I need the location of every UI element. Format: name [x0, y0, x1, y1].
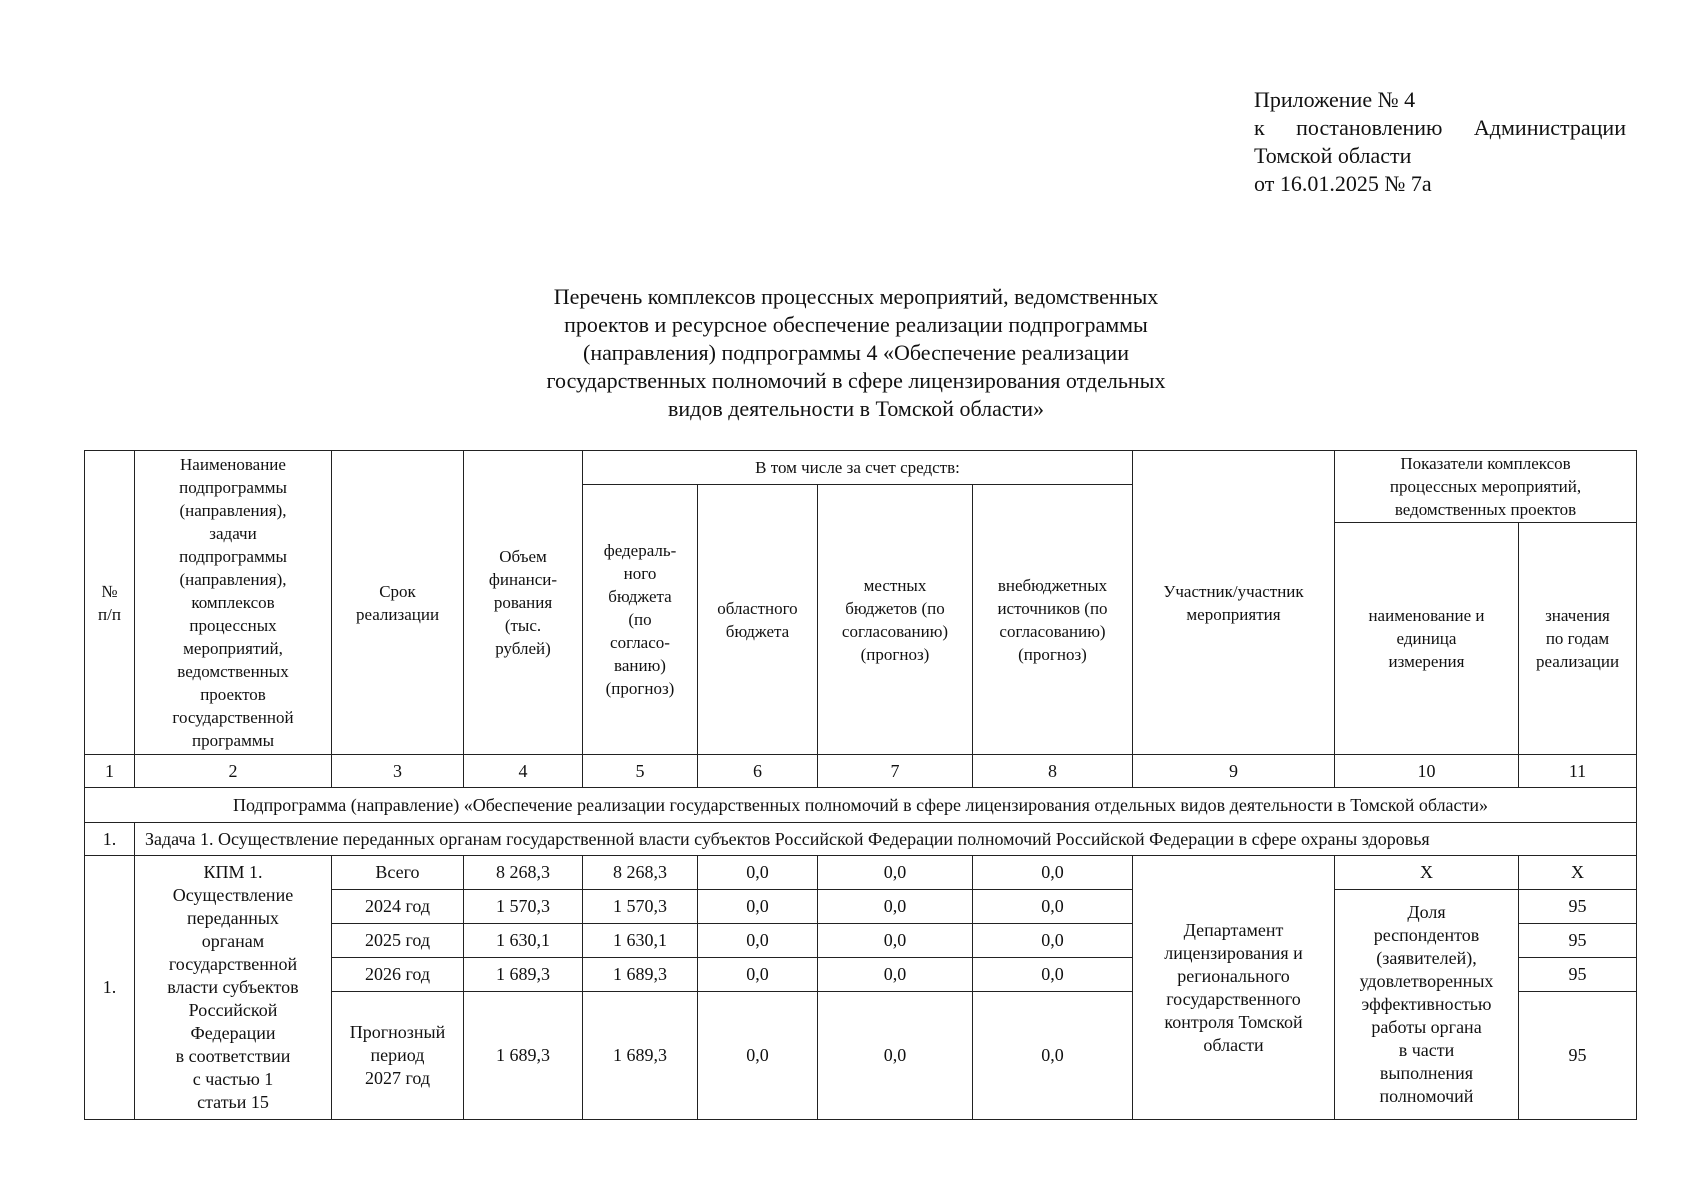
text-line: проектов	[200, 685, 266, 704]
text-line: государственной	[172, 708, 294, 727]
text-line: единица	[1396, 629, 1457, 648]
task-row	[85, 823, 1637, 856]
text-line: переданных	[187, 908, 279, 928]
text-line: ведомственных проектов	[1394, 500, 1577, 519]
title-line: государственных полномочий в сфере лицензирования отдельных	[546, 368, 1166, 393]
period-cell	[332, 924, 464, 958]
header-name	[135, 451, 332, 755]
header-indicator-name	[1335, 523, 1519, 755]
text-line: государственного	[1166, 988, 1301, 1009]
text-line: (прогноз)	[605, 679, 675, 698]
appendix-line: Приложение № 4	[1254, 87, 1416, 112]
header-volume	[464, 451, 583, 755]
text-line: (тыс.	[504, 616, 542, 635]
kpm-name	[135, 856, 332, 1120]
text-line: Участник/участник	[1163, 581, 1304, 601]
period-cell	[332, 958, 464, 992]
text-line: 2025 год	[364, 930, 431, 950]
local-cell: 0,0	[818, 890, 973, 924]
text-line: статьи 15	[197, 1092, 269, 1112]
extra-cell: 0,0	[973, 992, 1133, 1120]
text-line: реализации	[355, 604, 440, 624]
extra-cell: 0,0	[973, 924, 1133, 958]
title-line: Перечень комплексов процессных мероприятий, ведомственных	[553, 284, 1159, 309]
column-number: 11	[1519, 755, 1637, 788]
text-line: согласо-	[610, 633, 670, 652]
local-cell: 0,0	[818, 856, 973, 890]
text-line: бюджетов (по	[845, 598, 945, 618]
federal-cell: 1 630,1	[583, 924, 698, 958]
column-number: 8	[973, 755, 1133, 788]
appendix-line	[1254, 114, 1626, 142]
header-number	[85, 451, 135, 755]
header-extra	[973, 485, 1133, 755]
local-cell: 0,0	[818, 924, 973, 958]
text-line: регионального	[1177, 965, 1290, 986]
text-line: федераль-	[603, 541, 677, 560]
text-line: Доля	[1407, 902, 1446, 922]
task-title: Задача 1. Осуществление переданных органам государственной власти субъектов Российской Федерации полномочий Российской Федерации в сфере охраны здоровья	[135, 823, 1637, 856]
appendix-word: Администрации	[1473, 115, 1626, 140]
text-line: процессных	[189, 616, 277, 635]
text-line: контроля Томской	[1164, 1011, 1303, 1032]
column-number: 1	[85, 755, 135, 788]
program-table	[84, 450, 1637, 1120]
text-line: Департамент	[1183, 919, 1284, 940]
extra-cell: 0,0	[973, 890, 1133, 924]
text-line: Прогнозный	[349, 1022, 446, 1042]
column-number: 7	[818, 755, 973, 788]
federal-cell: 1 689,3	[583, 958, 698, 992]
text-line: мероприятий,	[183, 639, 283, 658]
subprogram-row	[85, 788, 1637, 823]
text-line: в части	[1398, 1040, 1455, 1060]
column-numbers-row	[85, 755, 1637, 788]
regional-cell: 0,0	[698, 890, 818, 924]
text-line: ного	[623, 564, 657, 583]
column-number: 2	[135, 755, 332, 788]
text-line: п/п	[98, 604, 121, 624]
text-line: (прогноз)	[860, 644, 930, 664]
text-line: выполнения	[1379, 1063, 1474, 1083]
title-line: (направления) подпрограммы 4 «Обеспечение реализации	[583, 340, 1129, 365]
regional-cell: 0,0	[698, 856, 818, 890]
text-line: с частью 1	[192, 1069, 274, 1089]
text-line: бюджета	[725, 621, 790, 641]
indicator-value-cell: 95	[1519, 992, 1637, 1120]
text-line: программы	[191, 731, 275, 750]
text-line: работы органа	[1371, 1017, 1482, 1037]
header-local	[818, 485, 973, 755]
text-line: процессных мероприятий,	[1389, 477, 1582, 496]
data-row	[85, 856, 1637, 890]
text-line: рования	[493, 593, 553, 612]
text-line: местных	[863, 575, 927, 595]
period-cell	[332, 992, 464, 1120]
text-line: комплексов	[191, 593, 275, 612]
subprogram-title: Подпрограмма (направление) «Обеспечение реализации государственных полномочий в сфере лицензирования отдельных видов деятельности в Томской области»	[85, 788, 1637, 823]
participant-cell	[1133, 856, 1335, 1120]
extra-cell: 0,0	[973, 958, 1133, 992]
header-regional	[698, 485, 818, 755]
text-line: респондентов	[1373, 925, 1480, 945]
text-line: реализации	[1535, 652, 1620, 671]
text-line: 2024 год	[364, 896, 431, 916]
text-line: власти субъектов	[167, 977, 299, 997]
text-line: бюджета	[608, 587, 672, 606]
text-line: Объем	[499, 547, 547, 566]
extra-cell: 0,0	[973, 856, 1133, 890]
kpm-number: 1.	[85, 856, 135, 1120]
title-line: проектов и ресурсное обеспечение реализации подпрограммы	[564, 312, 1148, 337]
text-line: согласованию)	[999, 621, 1106, 641]
appendix-line: Томской области	[1254, 143, 1412, 168]
text-line: полномочий	[1379, 1086, 1474, 1106]
period-cell	[332, 890, 464, 924]
text-line: Федерации	[190, 1023, 276, 1043]
text-line: (направления),	[179, 570, 287, 589]
text-line: (направления),	[179, 501, 287, 520]
text-line: подпрограммы	[179, 478, 287, 497]
federal-cell: 8 268,3	[583, 856, 698, 890]
federal-cell: 1 689,3	[583, 992, 698, 1120]
text-line: значения	[1545, 606, 1610, 625]
text-line: (заявителей),	[1376, 948, 1477, 968]
text-line: согласованию)	[841, 621, 949, 641]
text-line: Наименование	[180, 455, 286, 474]
text-line: внебюджетных	[997, 575, 1108, 595]
appendix-block	[1254, 86, 1626, 198]
text-line: наименование и	[1368, 606, 1485, 625]
text-line: КПМ 1.	[203, 862, 263, 882]
indicator-value-cell: 95	[1519, 890, 1637, 924]
text-line: измерения	[1388, 652, 1465, 671]
appendix-line: от 16.01.2025 № 7а	[1254, 171, 1432, 196]
indicator-value-cell: Х	[1519, 856, 1637, 890]
period-cell	[332, 856, 464, 890]
text-line: №	[101, 581, 118, 601]
local-cell: 0,0	[818, 992, 973, 1120]
text-line: в соответствии	[175, 1046, 291, 1066]
text-line: подпрограммы	[179, 547, 287, 566]
text-line: Российской	[188, 1000, 278, 1020]
regional-cell: 0,0	[698, 958, 818, 992]
total-cell: 8 268,3	[464, 856, 583, 890]
text-line: источников (по	[997, 598, 1108, 618]
column-number: 4	[464, 755, 583, 788]
local-cell: 0,0	[818, 958, 973, 992]
federal-cell: 1 570,3	[583, 890, 698, 924]
total-cell: 1 689,3	[464, 958, 583, 992]
header-funds-group: В том числе за счет средств:	[583, 451, 1133, 485]
text-line: Всего	[375, 862, 420, 882]
appendix-word: к	[1254, 115, 1265, 140]
indicator-name-cell: Х	[1335, 856, 1519, 890]
indicator-name-cell	[1335, 890, 1519, 1120]
regional-cell: 0,0	[698, 924, 818, 958]
text-line: 2027 год	[364, 1068, 431, 1088]
text-line: ведомственных	[177, 662, 289, 681]
task-number: 1.	[85, 823, 135, 856]
text-line: лицензирования и	[1164, 942, 1303, 963]
column-number: 10	[1335, 755, 1519, 788]
text-line: органам	[201, 931, 265, 951]
header-term	[332, 451, 464, 755]
indicator-value-cell: 95	[1519, 924, 1637, 958]
total-cell: 1 689,3	[464, 992, 583, 1120]
text-line: удовлетворенных	[1359, 971, 1494, 991]
indicator-value-cell: 95	[1519, 958, 1637, 992]
text-line: эффективностью	[1361, 994, 1492, 1014]
column-number: 5	[583, 755, 698, 788]
text-line: области	[1203, 1034, 1264, 1055]
text-line: Осуществление	[172, 885, 294, 905]
column-number: 6	[698, 755, 818, 788]
text-line: государственной	[168, 954, 298, 974]
header-indicators-group	[1335, 451, 1637, 523]
document-title	[460, 283, 1252, 423]
text-line: по годам	[1545, 629, 1610, 648]
header-participant	[1133, 451, 1335, 755]
text-line: мероприятия	[1186, 604, 1281, 624]
text-line: (по	[628, 610, 652, 629]
text-line: Показатели комплексов	[1400, 454, 1571, 473]
text-line: ванию)	[614, 656, 666, 675]
text-line: период	[370, 1045, 425, 1065]
text-line: (прогноз)	[1018, 644, 1087, 664]
header-federal	[583, 485, 698, 755]
text-line: 2026 год	[364, 964, 431, 984]
header-indicator-values	[1519, 523, 1637, 755]
text-line: задачи	[209, 524, 257, 543]
appendix-word: постановлению	[1296, 115, 1443, 140]
text-line: Срок	[379, 581, 416, 601]
text-line: финанси-	[488, 570, 558, 589]
total-cell: 1 630,1	[464, 924, 583, 958]
column-number: 9	[1133, 755, 1335, 788]
column-number: 3	[332, 755, 464, 788]
text-line: областного	[717, 598, 798, 618]
text-line: рублей)	[495, 639, 551, 658]
title-line: видов деятельности в Томской области»	[667, 396, 1044, 421]
total-cell: 1 570,3	[464, 890, 583, 924]
regional-cell: 0,0	[698, 992, 818, 1120]
